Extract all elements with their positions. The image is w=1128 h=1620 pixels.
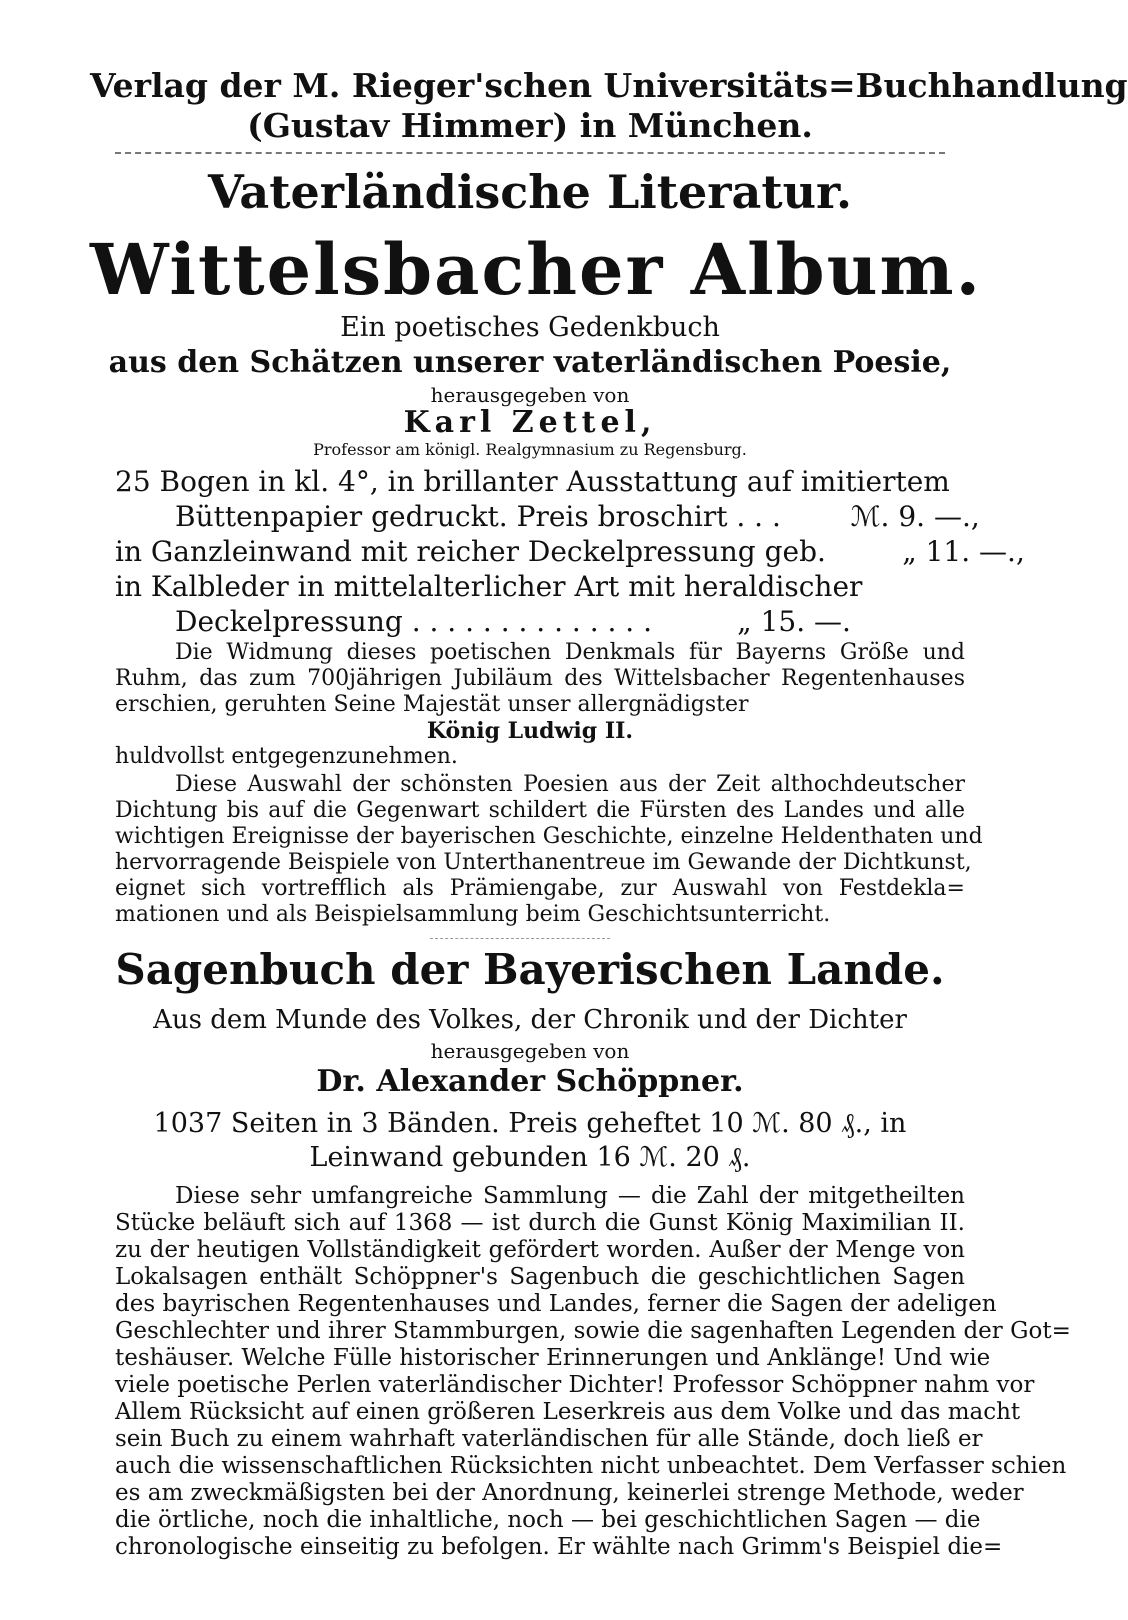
book1-para1-line-2: Ruhm, das zum 700jährigen Jubiläum des Wittelsbacher Regentenhauses [115,666,965,691]
book1-subtitle: Ein poetisches Gedenkbuch [340,312,720,343]
book2-para-line-11: auch die wissenschaftlichen Rücksichten nicht unbeachtet. Dem Verfasser schien [115,1453,1067,1479]
divider-short [430,938,610,939]
book2-para-line-4: Lokalsagen enthält Schöppner's Sagenbuch die geschichtlichen Sagen [115,1264,965,1290]
publisher-line-2: (Gustav Himmer) in München. [247,106,813,145]
book1-para2-line-6: mationen und als Beispielsammlung beim Geschichtsunterricht. [115,902,831,927]
book1-edited-by: herausgegeben von [430,383,630,407]
book1-format-text-3: in Ganzleinwand mit reicher Deckelpressung geb. [115,535,826,568]
book1-price-kalbleder: „ 15. —. [737,605,851,638]
book2-para-line-10: sein Buch zu einem wahrhaft vaterländischen für alle Stände, doch ließ er [115,1426,983,1452]
book1-format-text-2: Büttenpapier gedruckt. Preis broschirt . . . [175,500,781,533]
book2-para-line-2: Stücke beläuft sich auf 1368 — ist durch die Gunst König Maximilian II. [115,1210,965,1236]
book2-para-line-12: es am zweckmäßigsten bei der Anordnung, keinerlei strenge Methode, weder [115,1480,1024,1506]
book1-king: König Ludwig II. [426,718,634,744]
publisher-line-1: Verlag der M. Rieger'schen Universitäts=Buchhandlung [90,66,1128,105]
book2-price-line-1: 1037 Seiten in 3 Bänden. Preis geheftet 10 ℳ. 80 ₰., in [153,1108,907,1139]
book2-para-line-8: viele poetische Perlen vaterländischer Dichter! Professor Schöppner nahm vor [115,1372,1035,1398]
book2-para-line-13: die örtliche, noch die inhaltliche, noch — bei geschichtlichen Sagen — die [115,1507,981,1533]
book2-para-line-9: Allem Rücksicht auf einen größeren Leserkreis aus dem Volke und das macht [115,1399,1021,1425]
book2-para-line-5: des bayrischen Regentenhauses und Landes, ferner die Sagen der adeligen [115,1291,997,1317]
section-title: Vaterländische Literatur. [207,165,853,219]
divider [115,152,945,154]
book1-format-line-1: 25 Bogen in kl. 4°, in brillanter Ausstattung auf imitiertem [115,465,950,498]
book2-para-line-6: Geschlechter und ihrer Stammburgen, sowie die sagenhaften Legenden der Got= [115,1318,1071,1344]
book1-format-line-3 [115,535,1025,569]
book2-editor: Dr. Alexander Schöppner. [316,1064,744,1099]
book1-editor-role: Professor am königl. Realgymnasium zu Regensburg. [313,440,747,459]
book2-para-line-7: teshäuser. Welche Fülle historischer Erinnerungen und Anklänge! Und wie [115,1345,991,1371]
book2-edited-by: herausgegeben von [430,1039,630,1063]
book1-para2-line-1: Diese Auswahl der schönsten Poesien aus der Zeit althochdeutscher [175,772,965,797]
book2-price-line-2: Leinwand gebunden 16 ℳ. 20 ₰. [309,1142,751,1173]
book2-para-line-3: zu der heutigen Vollständigkeit gefördert worden. Außer der Menge von [115,1237,965,1263]
book1-para2-line-3: wichtigen Ereignisse der bayerischen Geschichte, einzelne Heldenthaten und [115,824,983,849]
book1-format-line-5 [115,605,965,639]
book1-format-text-5: Deckelpressung . . . . . . . . . . . . . . [175,605,653,638]
book1-format-line-2 [115,500,980,534]
book1-para1-end: huldvollst entgegenzunehmen. [115,744,458,769]
book1-para1-line-3: erschien, geruhten Seine Majestät unser allergnädigster [115,692,749,717]
book2-para-line-1: Diese sehr umfangreiche Sammlung — die Zahl der mitgetheilten [175,1183,965,1209]
book1-subtitle-2: aus den Schätzen unserer vaterländischen Poesie, [108,345,952,380]
book1-price-broschirt: ℳ. 9. —., [850,500,980,533]
book2-title: Sagenbuch der Bayerischen Lande. [115,945,945,994]
book1-price-ganzleinwand: „ 11. —., [902,535,1025,568]
book1-format-line-4: in Kalbleder in mittelalterlicher Art mit heraldischer [115,570,863,603]
book1-para2-line-2: Dichtung bis auf die Gegenwart schildert die Fürsten des Landes und alle [115,798,965,823]
book1-title: Wittelsbacher Album. [90,228,982,311]
book1-para2-line-5: eignet sich vortrefflich als Prämiengabe, zur Auswahl von Festdekla= [115,876,965,901]
book2-subtitle: Aus dem Munde des Volkes, der Chronik und der Dichter [153,1005,907,1035]
book1-para2-line-4: hervorragende Beispiele von Unterthanentreue im Gewande der Dichtkunst, [115,850,972,875]
book2-para-line-14: chronologische einseitig zu befolgen. Er wählte nach Grimm's Beispiel die= [115,1534,1003,1560]
book1-editor: Karl Zettel, [403,405,657,440]
book1-para1-line-1: Die Widmung dieses poetischen Denkmals für Bayerns Größe und [175,640,965,665]
